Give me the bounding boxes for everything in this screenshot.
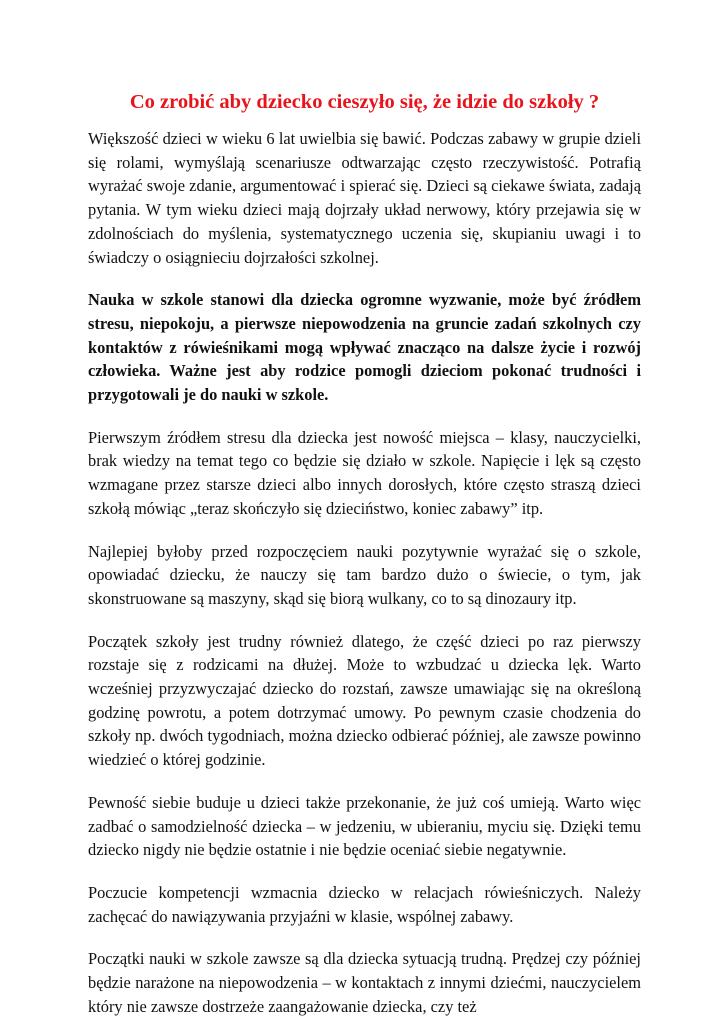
document-page	[88, 89, 641, 1019]
paragraph-positive-talk: Najlepiej byłoby przed rozpoczęciem nauki pozytywnie wyrażać się o szkole, opowiadać dziecku, że nauczy się tam bardzo dużo o świecie, o tym, jak skonstruowane są maszyny, skąd się biorą wulkany, co to są dinozaury itp.	[88, 541, 641, 608]
paragraph-competence: Poczucie kompetencji wzmacnia dziecko w relacjach rówieśniczych. Należy zachęcać do nawiązywania przyjaźni w klasie, wspólnej zabawy.	[88, 882, 641, 926]
paragraph-challenge-bold: Nauka w szkole stanowi dla dziecka ogromne wyzwanie, może być źródłem stresu, niepokoju, a pierwsze niepowodzenia na gruncie zadań szkolnych czy kontaktów z rówieśnikami mogą wpływać znacząco na dalsze życie i rozwój człowieka. Ważne jest aby rodzice pomogli dzieciom pokonać trudności i przygotowali je do nauki w szkole.	[88, 290, 641, 405]
page-title: Co zrobić aby dziecko cieszyło się, że idzie do szkoły ?	[129, 91, 600, 113]
paragraph-school-readiness: Większość dzieci w wieku 6 lat uwielbia się bawić. Podczas zabawy w grupie dzieli się rolami, wymyślają scenariusze odtwarzając często rzeczywistość. Potrafią wyrażać swoje zdanie, argumentować i spierać się. Dzieci są ciekawe świata, zadają pytania. W tym wieku dzieci mają dojrzały układ nerwowy, który przejawia się w zdolnościach do myślenia, systematycznego uczenia się, skupianiu uwagi i to świadczy o osiągnieciu dojrzałości szkolnej.	[88, 129, 641, 267]
paragraph-self-confidence: Pewność siebie buduje u dzieci także przekonanie, że już coś umieją. Warto więc zadbać o samodzielność dziecka – w jedzeniu, w ubieraniu, myciu się. Dzięki temu dziecko nigdy nie będzie ostatnie i nie będzie oceniać siebie negatywnie.	[88, 792, 641, 860]
paragraph-separation: Początek szkoły jest trudny również dlatego, że część dzieci po raz pierwszy rozstaje się z rodzicami na dłużej. Może to wzbudzać u dziecka lęk. Warto wcześniej przyzwyczajać dziecko do rozstań, zawsze umawiając się na określoną godzinę powrotu, a potem dotrzymać umowy. Po pewnym czasie chodzenia do szkoły np. dwóch tygodniach, można dziecko odbierać później, ale zawsze powinno wiedzieć o której godzinie.	[88, 631, 641, 770]
paragraph-first-stress: Pierwszym źródłem stresu dla dziecka jest nowość miejsca – klasy, nauczycielki, brak wiedzy na temat tego co będzie się działo w szkole. Napięcie i lęk są często wzmagane przez starsze dzieci albo innych dorosłych, które często straszą dzieci szkołą mówiąc „teraz skończyło się dzieciństwo, koniec zabawy” itp.	[88, 427, 641, 518]
paragraph-beginnings: Początki nauki w szkole zawsze są dla dziecka sytuacją trudną. Prędzej czy później będzie narażone na niepowodzenia – w kontaktach z innymi dziećmi, nauczycielem który nie zawsze dostrzeże zaangażowanie dziecka, czy też	[88, 949, 641, 1016]
